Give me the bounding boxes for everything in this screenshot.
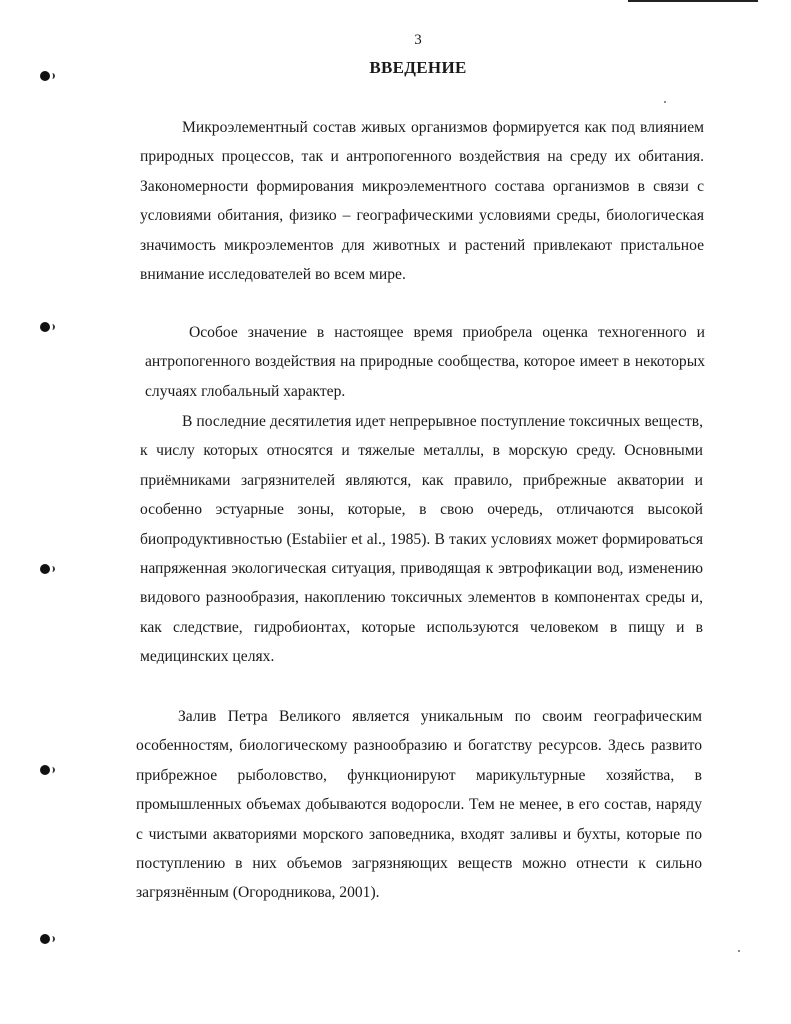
paragraph-4 [136,702,702,908]
page-number: 3 [414,32,422,48]
paragraph-2 [145,318,705,406]
scan-speck [738,950,740,952]
paragraph-text: Микроэлементный состав живых организмов формируется как под влиянием природных процессов, так и антропогенного воздействия на среду их обитания. Закономерности формирования микроэлементного состава организмов в связи с условиями обитания, физико – географическими условиями среды, биологическая значимость микроэлементов для животных и растений привлекают пристальное внимание исследователей во всем мире. [140,119,704,284]
top-edge-rule [628,0,758,2]
paragraph-3 [140,407,703,672]
binding-hole-mark [40,322,50,332]
paragraph-text: Залив Петра Великого является уникальным по своим географическим особенностям, биологическому разнообразию и богатству ресурсов. Здесь развито прибрежное рыболовство, функционируют марикультурные хозяйства, в промышленных объемах добываются водоросли. Тем не менее, в его состав, наряду с чистыми акваториями морского заповедника, входят заливы и бухты, которые по поступлению в них объемов загрязняющих веществ можно отнести к сильно загрязнённым (Огородникова, 2001). [136,708,702,902]
binding-hole-mark [40,765,50,775]
paragraph-text: Особое значение в настоящее время приобрела оценка техногенного и антропогенного воздействия на природные сообщества, которое имеет в некоторых случаях глобальный характер. [145,324,705,400]
binding-hole-mark [40,564,50,574]
page-title: ВВЕДЕНИЕ [369,58,467,77]
paragraph-text: В последние десятилетия идет непрерывное поступление токсичных веществ, к числу которых относятся и тяжелые металлы, в морскую среду. Основными приёмниками загрязнителей являются, как правило, прибрежные акватории и особенно эстуарные зоны, которые, в свою очередь, отличаются высокой биопродуктивностью (Estabiier et al., 1985). В таких условиях может формироваться напряженная экологическая ситуация, приводящая к эвтрофикации вод, изменению видового разнообразия, накоплению токсичных элементов в компонентах среды и, как следствие, гидробионтах, которые используются человеком в пищу и в медицинских целях. [140,413,703,666]
scan-speck [664,101,666,103]
binding-hole-mark [40,934,50,944]
paragraph-1 [140,113,704,289]
